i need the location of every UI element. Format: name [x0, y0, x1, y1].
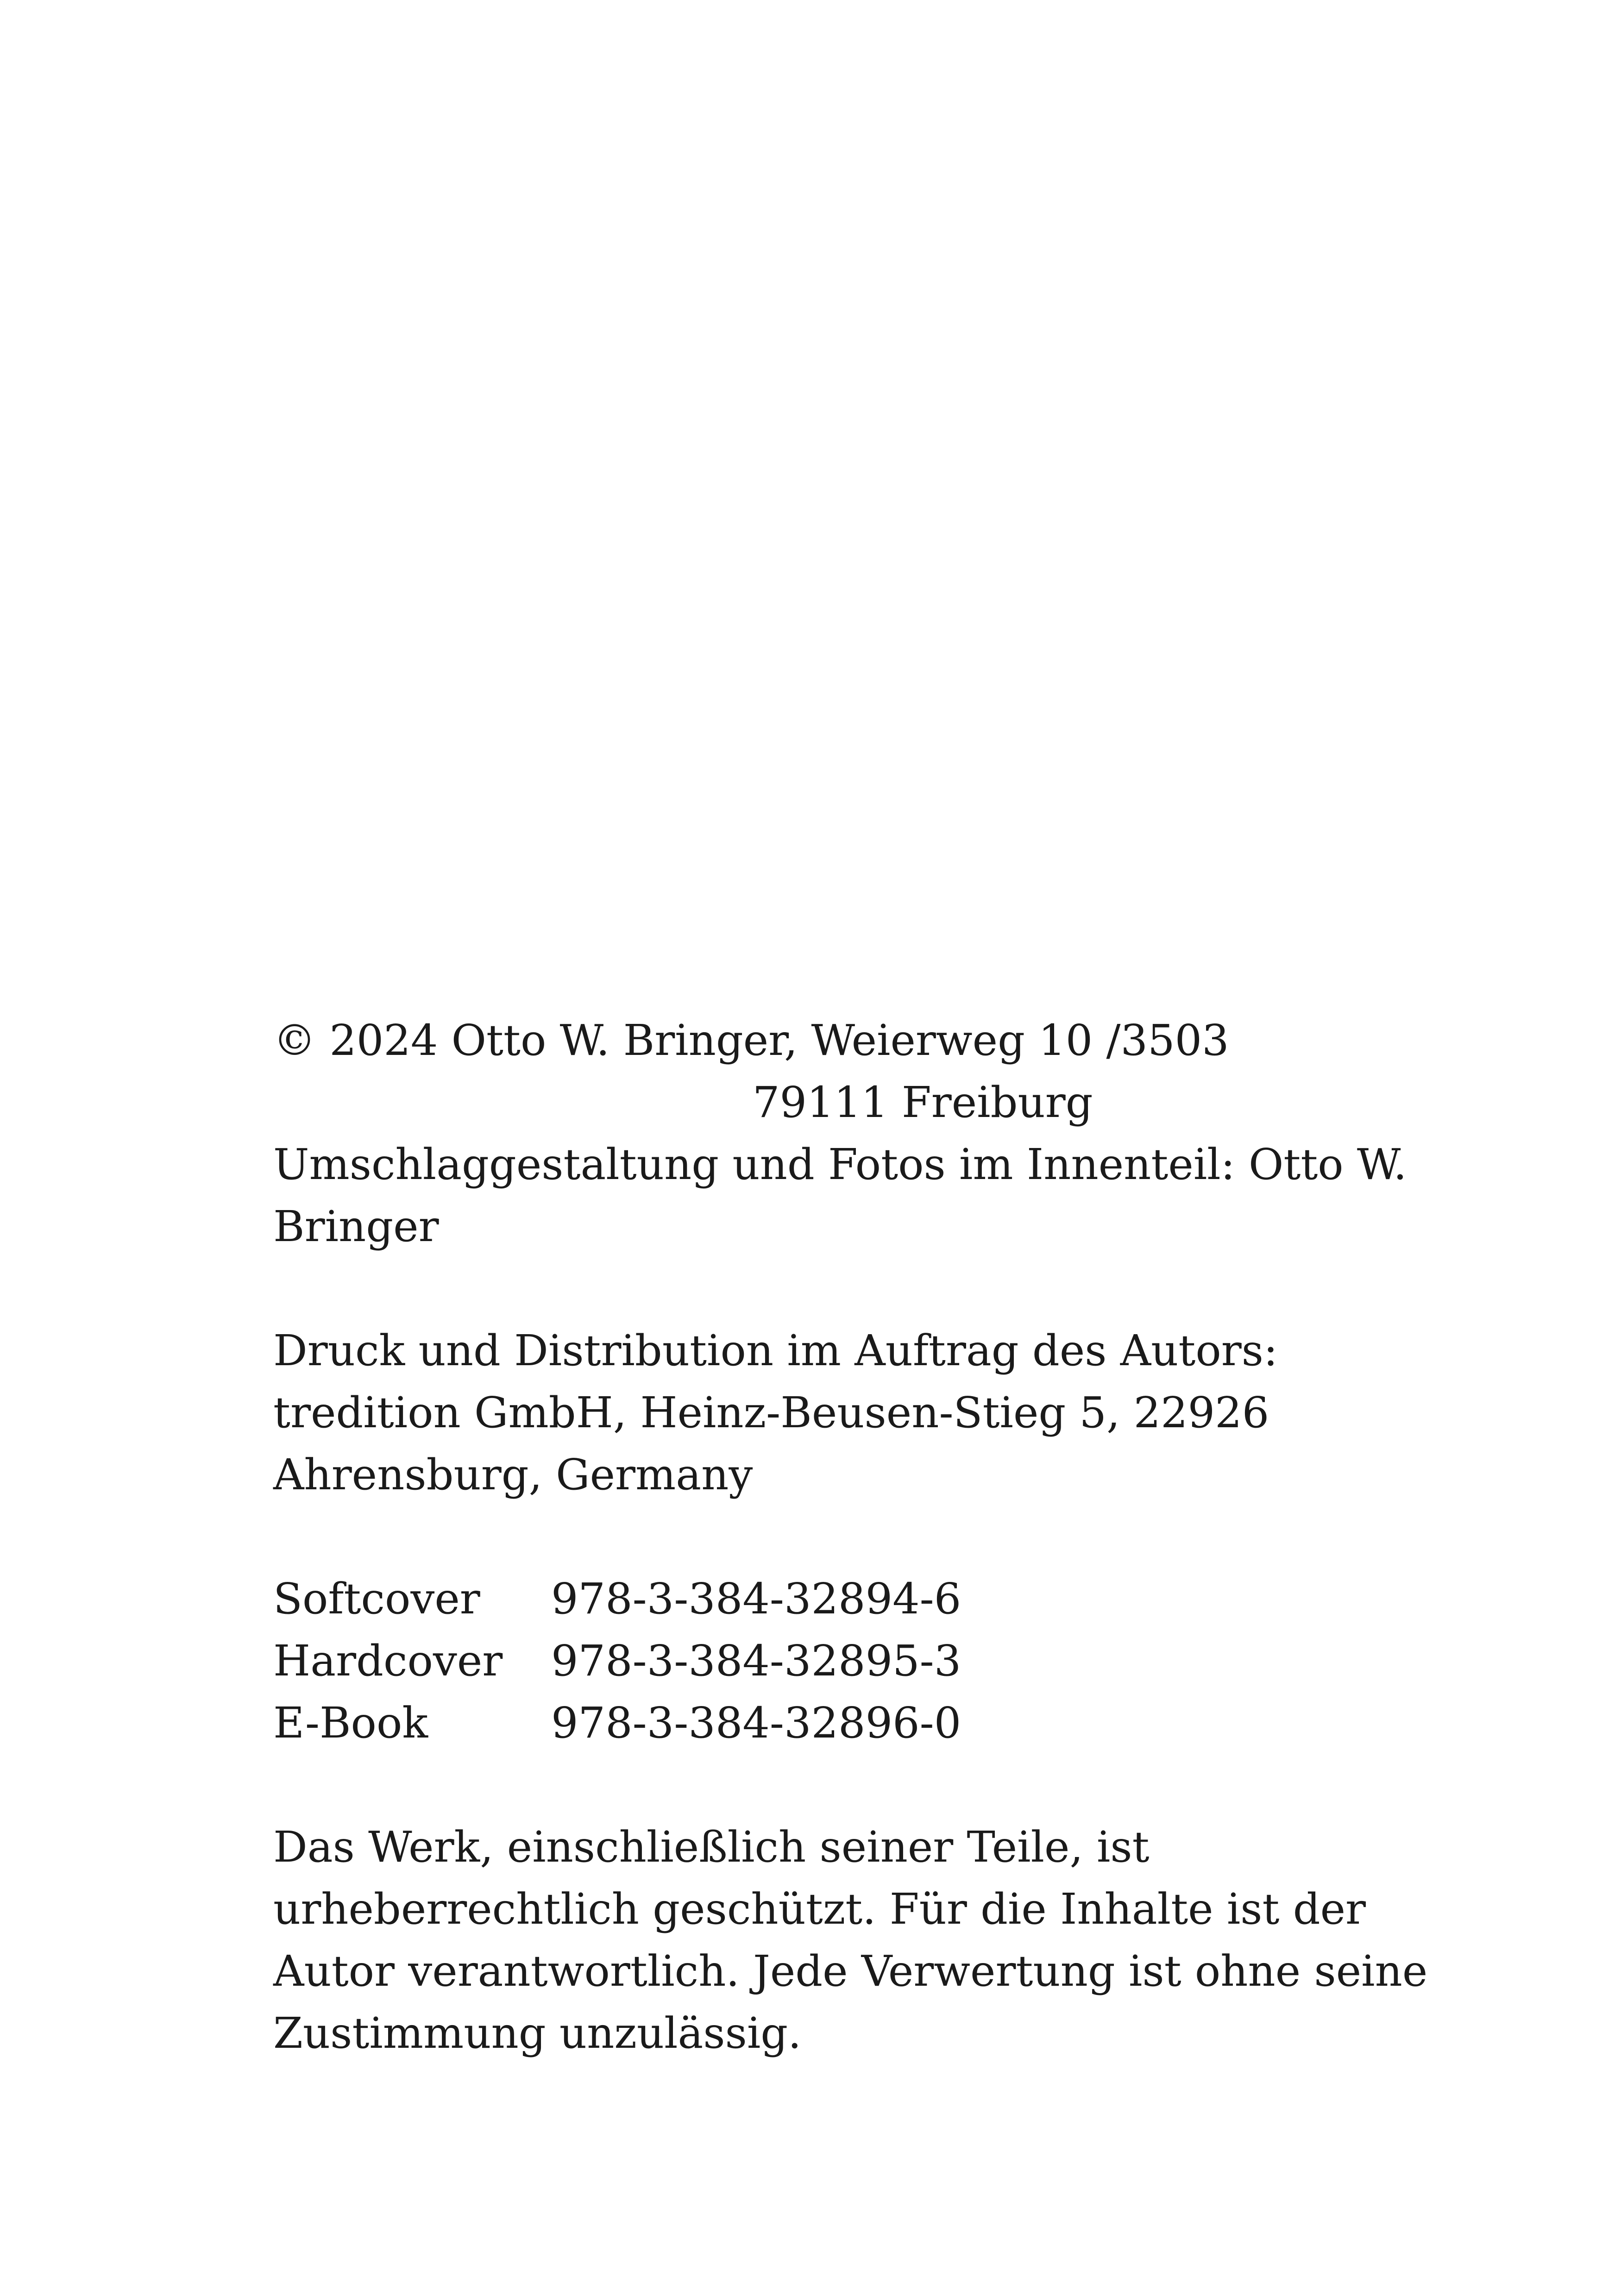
isbn-label: E-Book — [273, 1698, 428, 1748]
spacer — [273, 1258, 1431, 1320]
isbn-label: Softcover — [273, 1574, 480, 1624]
distribution-line-2: tredition GmbH, Heinz-Beusen-Stieg 5, 22926 — [273, 1388, 1269, 1437]
isbn-row-hardcover — [273, 1630, 1431, 1692]
spacer — [273, 1754, 1431, 1816]
notice-line-2: urheberrechtlich geschützt. Für die Inhalte ist der — [273, 1884, 1366, 1934]
isbn-number: 978-3-384-32894-6 — [551, 1574, 961, 1624]
spacer — [273, 1506, 1431, 1568]
notice-line-1: Das Werk, einschließlich seiner Teile, ist — [273, 1822, 1150, 1872]
notice-line-4: Zustimmung unzulässig. — [273, 2008, 802, 2058]
notice-line-3: Autor verantwortlich. Jede Verwertung ist ohne seine — [273, 1946, 1428, 1996]
isbn-number: 978-3-384-32896-0 — [551, 1698, 961, 1748]
cover-credit-line: Umschlaggestaltung und Fotos im Innenteil: Otto W. — [273, 1140, 1407, 1189]
isbn-row-ebook — [273, 1692, 1431, 1754]
distribution-line-3: Ahrensburg, Germany — [273, 1450, 753, 1499]
isbn-number: 978-3-384-32895-3 — [551, 1636, 961, 1686]
imprint-block — [273, 1010, 1431, 2064]
cover-credit-name: Bringer — [273, 1202, 439, 1251]
copyright-city: 79111 Freiburg — [753, 1078, 1093, 1127]
distribution-line-1: Druck und Distribution im Auftrag des Autors: — [273, 1326, 1278, 1375]
copyright-line: © 2024 Otto W. Bringer, Weierweg 10 /3503 — [273, 1016, 1229, 1065]
isbn-row-softcover — [273, 1568, 1431, 1630]
isbn-label: Hardcover — [273, 1636, 503, 1686]
